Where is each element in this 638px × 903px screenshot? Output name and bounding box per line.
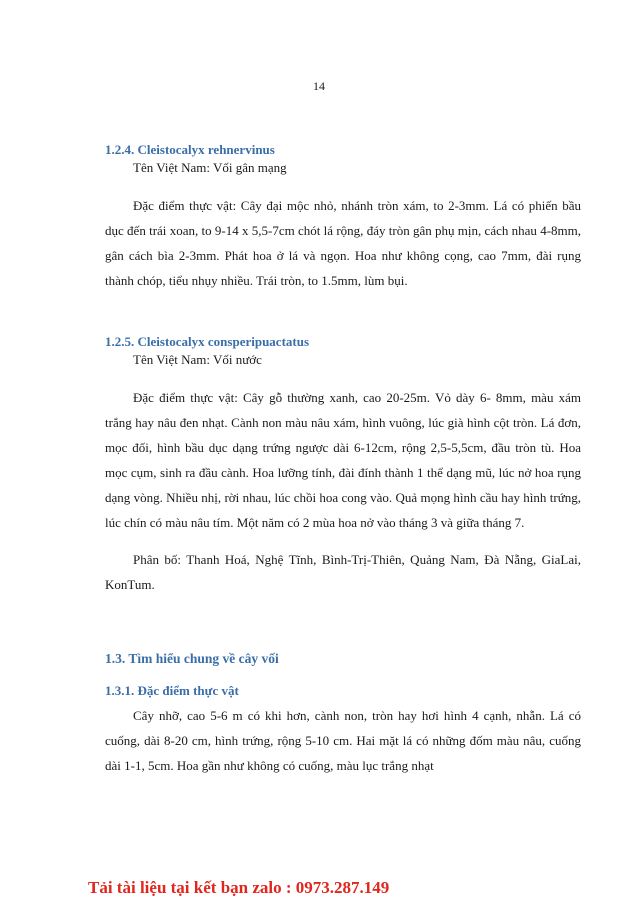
section-1-2-5 <box>105 333 581 597</box>
page-number: 14 <box>313 79 325 93</box>
description-paragraph: Cây nhỡ, cao 5-6 m có khi hơn, cành non, tròn hay hơi hình 4 cạnh, nhẵn. Lá có cuống, dài 8-20 cm, hình trứng, rộng 5-10 cm. Hai mặt lá có những đốm màu nâu, cuống dài 1-1, 5cm. Hoa gần như không có cuống, màu lục trắng nhạt <box>105 708 581 773</box>
download-notice: Tải tài liệu tại kết bạn zalo : 0973.287.149 <box>88 878 390 897</box>
description-paragraph: Đặc điểm thực vật: Cây đại mộc nhỏ, nhánh tròn xám, to 2-3mm. Lá có phiến bầu dục đến trái xoan, to 9-14 x 5,5-7cm chót lá rộng, đáy tròn gân phụ mịn, cách nhau 4-8mm, gân cách bìa 2-3mm. Phát hoa ở lá và ngọn. Hoa như không cọng, cao 7mm, đài rụng thành chóp, tiểu nhụy nhiều. Trái tròn, to 1.5mm, lùm bụi. <box>105 198 581 288</box>
section-heading: 1.2.5. Cleistocalyx consperipuactatus <box>105 334 310 349</box>
distribution-paragraph: Phân bố: Thanh Hoá, Nghệ Tĩnh, Bình-Trị-Thiên, Quảng Nam, Đà Nẵng, GiaLai, KonTum. <box>105 552 581 592</box>
section-heading: 1.2.4. Cleistocalyx rehnervinus <box>105 142 275 157</box>
section-1-2-4 <box>105 141 581 293</box>
vietnamese-name: Tên Việt Nam: Vối nước <box>133 352 262 367</box>
vietnamese-name: Tên Việt Nam: Vối gân mạng <box>133 160 287 175</box>
sub-section-heading: 1.3.1. Đặc điểm thực vật <box>105 683 239 698</box>
section-1-3 <box>105 650 581 778</box>
section-heading: 1.3. Tìm hiểu chung về cây vối <box>105 651 279 666</box>
description-paragraph: Đặc điểm thực vật: Cây gỗ thường xanh, cao 20-25m. Vỏ dày 6- 8mm, màu xám trắng hay nâu đen nhạt. Cành non màu nâu xám, hình vuông, lúc già hình cột tròn. Lá đơn, mọc đối, hình bầu dục dạng trứng ngược dài 6-12cm, rộng 2,5-5,5cm, đầu tròn tù. Hoa mọc cụm, sinh ra đầu cành. Hoa lưỡng tính, đài đính thành 1 thể dạng mũ, lúc nở hoa rụng dạng vòng. Nhiều nhị, rời nhau, lúc chồi hoa cong vào. Quả mọng hình cầu hay hình trứng, lúc chín có màu nâu tím. Một năm có 2 mùa hoa nở vào tháng 3 và giữa tháng 7. <box>105 390 581 530</box>
